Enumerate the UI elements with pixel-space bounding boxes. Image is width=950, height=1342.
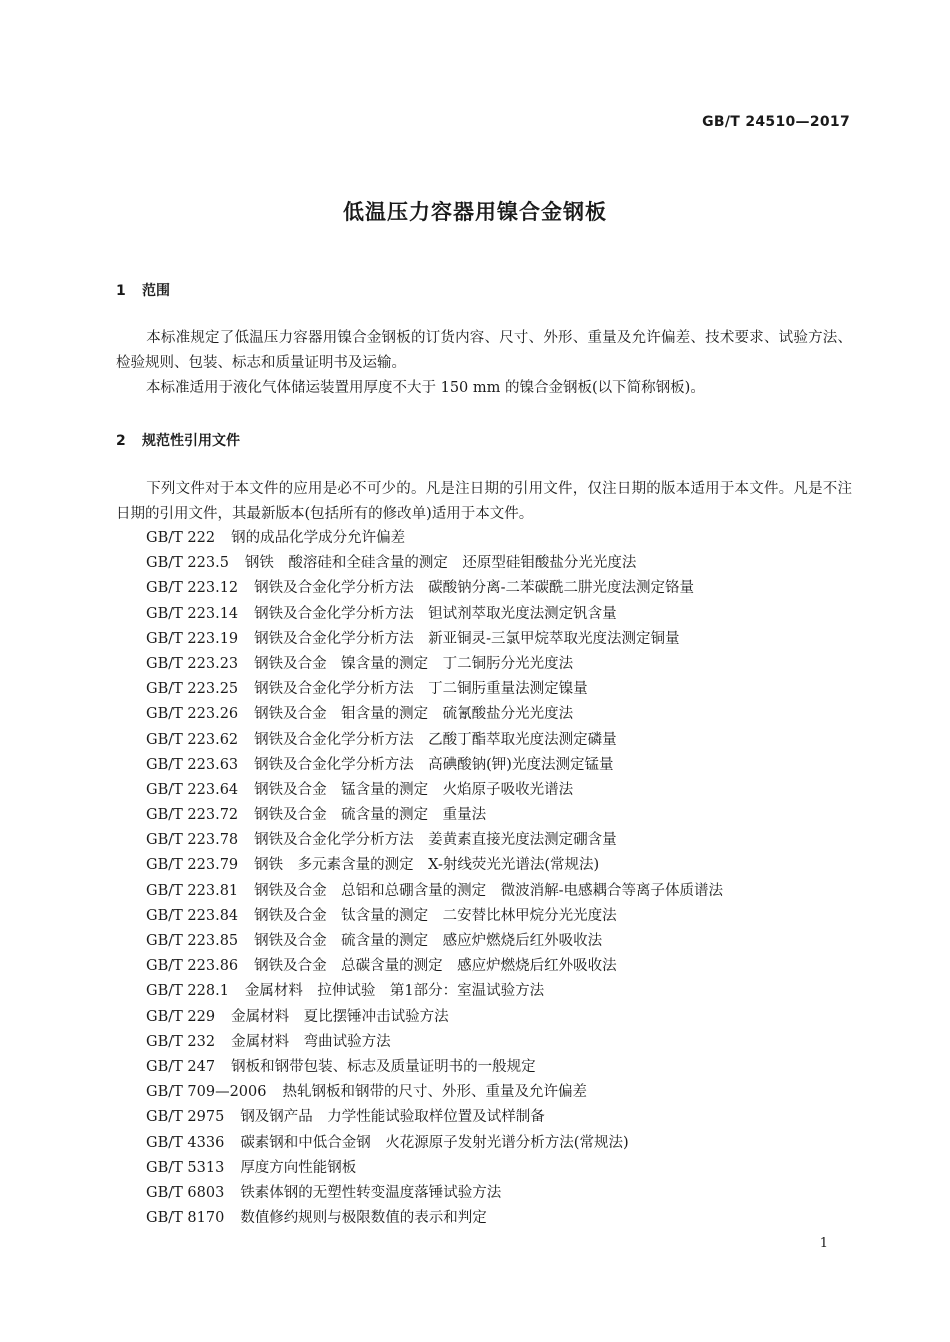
reference-item [146,1105,846,1130]
reference-item [146,1181,846,1206]
reference-item [146,551,846,576]
reference-code: GB/T 223.23 [146,655,239,672]
references-intro [116,477,852,527]
reference-code: GB/T 223.26 [146,706,239,723]
reference-code: GB/T 5313 [146,1159,225,1176]
reference-item [146,576,846,601]
reference-item [146,1055,846,1080]
reference-code: GB/T 6803 [146,1184,225,1201]
reference-title: 钢铁及合金 锰含量的测定 火焰原子吸收光谱法 [254,781,574,798]
section-1-heading [116,280,170,300]
reference-code: GB/T 2975 [146,1109,225,1126]
reference-code: GB/T 223.81 [146,882,239,899]
reference-code: GB/T 223.64 [146,781,239,798]
reference-title: 钢铁及合金化学分析方法 丁二铜肟重量法测定镍量 [254,681,588,698]
reference-item [146,702,846,727]
reference-title: 厚度方向性能钢板 [240,1159,357,1176]
document-title: 低温压力容器用镍合金钢板 [343,200,607,224]
reference-item [146,1156,846,1181]
reference-title: 钢铁及合金化学分析方法 新亚铜灵-三氯甲烷萃取光度法测定铜量 [254,630,680,647]
section-2-heading [116,430,240,450]
reference-title: 钢铁及合金 总碳含量的测定 感应炉燃烧后红外吸收法 [254,958,617,975]
reference-code: GB/T 223.62 [146,731,239,748]
reference-title: 钢铁及合金 镍含量的测定 丁二铜肟分光光度法 [254,655,574,672]
reference-code: GB/T 247 [146,1058,216,1075]
reference-item [146,954,846,979]
reference-code: GB/T 223.72 [146,807,239,824]
scope-paragraph-2-text: 本标准适用于液化气体储运装置用厚度不大于 150 mm 的镍合金钢板(以下简称钢板)。 [146,380,705,396]
reference-title: 钢铁及合金化学分析方法 姜黄素直接光度法测定硼含量 [254,832,617,849]
reference-title: 金属材料 拉伸试验 第1部分：室温试验方法 [244,983,545,1000]
reference-title: 钢铁 多元素含量的测定 X-射线荧光光谱法(常规法) [254,857,600,874]
reference-title: 钢铁及合金化学分析方法 高碘酸钠(钾)光度法测定锰量 [254,756,614,773]
reference-item [146,904,846,929]
scope-paragraph-1-text: 本标准规定了低温压力容器用镍合金钢板的订货内容、尺寸、外形、重量及允许偏差、技术要求、试验方法、检验规则、包装、标志和质量证明书及运输。 [116,330,852,371]
reference-code: GB/T 223.84 [146,907,239,924]
reference-item [146,879,846,904]
scope-paragraph-2 [116,376,852,401]
reference-item [146,778,846,803]
reference-title: 钢板和钢带包装、标志及质量证明书的一般规定 [231,1058,536,1075]
reference-title: 钢铁及合金 硫含量的测定 重量法 [254,807,487,824]
reference-title: 钢铁及合金 钼含量的测定 硫氰酸盐分光光度法 [254,706,574,723]
reference-item [146,728,846,753]
reference-title: 钢的成品化学成分允许偏差 [231,530,406,546]
reference-title: 金属材料 夏比摆锤冲击试验方法 [231,1008,449,1025]
reference-item [146,1005,846,1030]
reference-title: 碳素钢和中低合金钢 火花源原子发射光谱分析方法(常规法) [240,1134,629,1151]
reference-code: GB/T 709—2006 [146,1084,267,1101]
page-number: 1 [819,1236,828,1251]
reference-item [146,1030,846,1055]
reference-item [146,979,846,1004]
scope-paragraph-1 [116,326,852,376]
section-1-number: 1 [116,283,126,299]
reference-title: 钢铁及合金 钛含量的测定 二安替比林甲烷分光光度法 [254,907,617,924]
reference-code: GB/T 222 [146,530,216,546]
reference-title: 钢铁及合金 总铝和总硼含量的测定 微波消解-电感耦合等离子体质谱法 [254,882,724,899]
reference-title: 金属材料 弯曲试验方法 [231,1033,391,1050]
references-intro-text: 下列文件对于本文件的应用是必不可少的。凡是注日期的引用文件，仅注日期的版本适用于本文件。凡是不注日期的引用文件，其最新版本(包括所有的修改单)适用于本文件。 [116,481,852,522]
reference-title: 数值修约规则与极限数值的表示和判定 [240,1210,487,1227]
reference-item [146,803,846,828]
reference-title: 钢铁 酸溶硅和全硅含量的测定 还原型硅钼酸盐分光光度法 [244,555,637,572]
reference-code: GB/T 223.78 [146,832,239,849]
reference-item [146,929,846,954]
section-1-title: 范围 [142,283,170,299]
section-2-title: 规范性引用文件 [142,433,240,449]
reference-title: 钢铁及合金化学分析方法 碳酸钠分离-二苯碳酰二肼光度法测定铬量 [254,580,695,597]
reference-code: GB/T 223.63 [146,756,239,773]
reference-code: GB/T 223.19 [146,630,239,647]
reference-title: 钢铁及合金化学分析方法 钽试剂萃取光度法测定钒含量 [254,605,617,622]
reference-title: 钢铁及合金化学分析方法 乙酸丁酯萃取光度法测定磷量 [254,731,617,748]
reference-code: GB/T 223.79 [146,857,239,874]
reference-item [146,1206,846,1231]
reference-title: 铁素体钢的无塑性转变温度落锤试验方法 [240,1184,502,1201]
reference-code: GB/T 229 [146,1008,216,1025]
reference-code: GB/T 8170 [146,1210,225,1227]
reference-item [146,853,846,878]
reference-code: GB/T 228.1 [146,983,229,1000]
reference-item [146,1131,846,1156]
standard-code: GB/T 24510—2017 [702,114,850,130]
reference-title: 热轧钢板和钢带的尺寸、外形、重量及允许偏差 [282,1084,587,1101]
section-2-number: 2 [116,433,126,449]
reference-code: GB/T 232 [146,1033,216,1050]
reference-list [146,526,846,1231]
reference-title: 钢及钢产品 力学性能试验取样位置及试样制备 [240,1109,545,1126]
reference-item [146,1080,846,1105]
reference-code: GB/T 223.14 [146,605,239,622]
reference-code: GB/T 223.5 [146,555,229,572]
reference-title: 钢铁及合金 硫含量的测定 感应炉燃烧后红外吸收法 [254,933,603,949]
reference-item [146,753,846,778]
reference-item [146,627,846,652]
reference-item [146,828,846,853]
reference-code: GB/T 223.25 [146,681,239,698]
reference-code: GB/T 223.12 [146,580,239,597]
reference-item [146,602,846,627]
reference-code: GB/T 4336 [146,1134,225,1151]
reference-item [146,526,846,551]
reference-item [146,677,846,702]
reference-code: GB/T 223.86 [146,958,239,975]
reference-code: GB/T 223.85 [146,933,239,949]
reference-item [146,652,846,677]
